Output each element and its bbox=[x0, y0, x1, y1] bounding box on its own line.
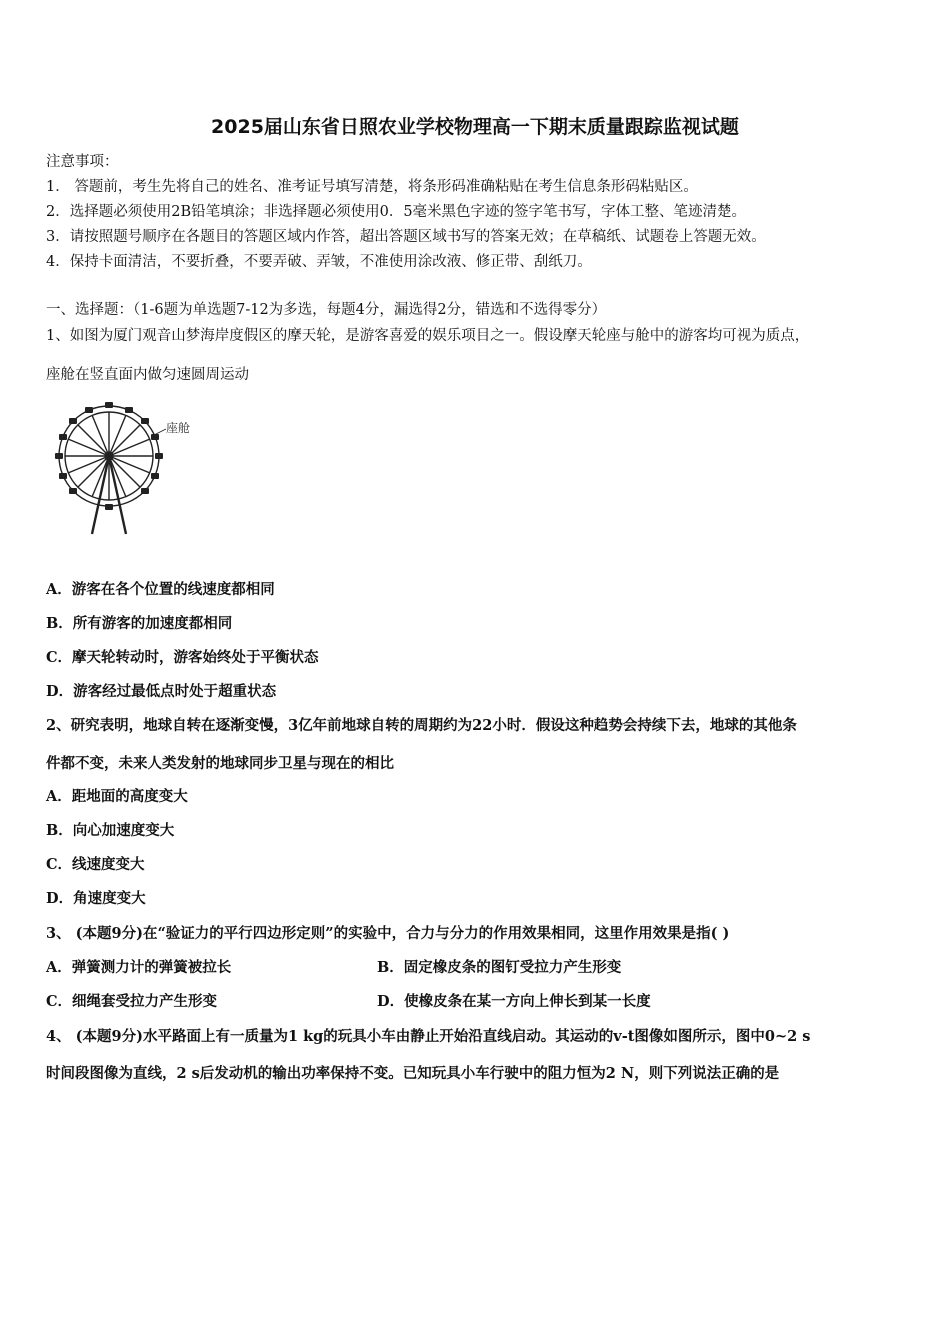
question-2-stem: 2、研究表明，地球自转在逐渐变慢，3亿年前地球自转的周期约为22小时．假设这种趋势会持续下去，地球的其他条 bbox=[46, 717, 797, 734]
option: A．游客在各个位置的线速度都相同 bbox=[46, 581, 275, 598]
option: A．距地面的高度变大 bbox=[46, 788, 188, 805]
option: D．角速度变大 bbox=[46, 890, 146, 907]
notice-heading: 注意事项： bbox=[46, 154, 119, 170]
option: C．摩天轮转动时，游客始终处于平衡状态 bbox=[46, 649, 319, 666]
figure-label-cabin: 座舱 bbox=[166, 421, 191, 435]
notice-item: 3．请按照题号顺序在各题目的答题区域内作答，超出答题区域书写的答案无效；在草稿纸、试题卷上答题无效。 bbox=[46, 229, 766, 245]
page-title: 2025届山东省日照农业学校物理高一下期末质量跟踪监视试题 bbox=[211, 116, 739, 138]
option: B．所有游客的加速度都相同 bbox=[46, 615, 233, 632]
option: C．细绳套受拉力产生形变 bbox=[46, 993, 218, 1010]
ferris-wheel-figure bbox=[52, 394, 202, 539]
notice-item: 1． 答题前，考生先将自己的姓名、准考证号填写清楚，将条形码准确粘贴在考生信息条形码粘贴区。 bbox=[46, 179, 698, 195]
option: D．游客经过最低点时处于超重状态 bbox=[46, 683, 277, 700]
notice-item: 4．保持卡面清洁，不要折叠，不要弄破、弄皱，不准使用涂改液、修正带、刮纸刀。 bbox=[46, 254, 592, 270]
question-4-stem-cont: 时间段图像为直线，2 s后发动机的输出功率保持不变。已知玩具小车行驶中的阻力恒为2 N，则下列说法正确的是 bbox=[46, 1065, 780, 1082]
option: B．向心加速度变大 bbox=[46, 822, 175, 839]
option: B．固定橡皮条的图钉受拉力产生形变 bbox=[377, 959, 622, 976]
question-2-stem-cont: 件都不变，未来人类发射的地球同步卫星与现在的相比 bbox=[46, 755, 394, 772]
notice-item: 2．选择题必须使用2B铅笔填涂；非选择题必须使用0．5毫米黑色字迹的签字笔书写，字体工整、笔迹清楚。 bbox=[46, 204, 747, 220]
question-1-stem: 1、如图为厦门观音山梦海岸度假区的摩天轮，是游客喜爱的娱乐项目之一。假设摩天轮座与舱中的游客均可视为质点， bbox=[46, 328, 810, 344]
option: C．线速度变大 bbox=[46, 856, 145, 873]
option: D．使橡皮条在某一方向上伸长到某一长度 bbox=[377, 993, 651, 1010]
question-4-stem: 4、 (本题9分)水平路面上有一质量为1 kg的玩具小车由静止开始沿直线启动。其运动的v-t图像如图所示，图中0~2 s bbox=[46, 1028, 811, 1045]
question-1-stem-cont: 座舱在竖直面内做匀速圆周运动 bbox=[46, 367, 249, 383]
section-heading: 一、选择题：（1-6题为单选题7-12为多选，每题4分，漏选得2分，错选和不选得零分） bbox=[46, 302, 607, 318]
question-3-stem: 3、 (本题9分)在“验证力的平行四边形定则”的实验中，合力与分力的作用效果相同，这里作用效果是指( ) bbox=[46, 925, 730, 942]
option: A．弹簧测力计的弹簧被拉长 bbox=[46, 959, 232, 976]
